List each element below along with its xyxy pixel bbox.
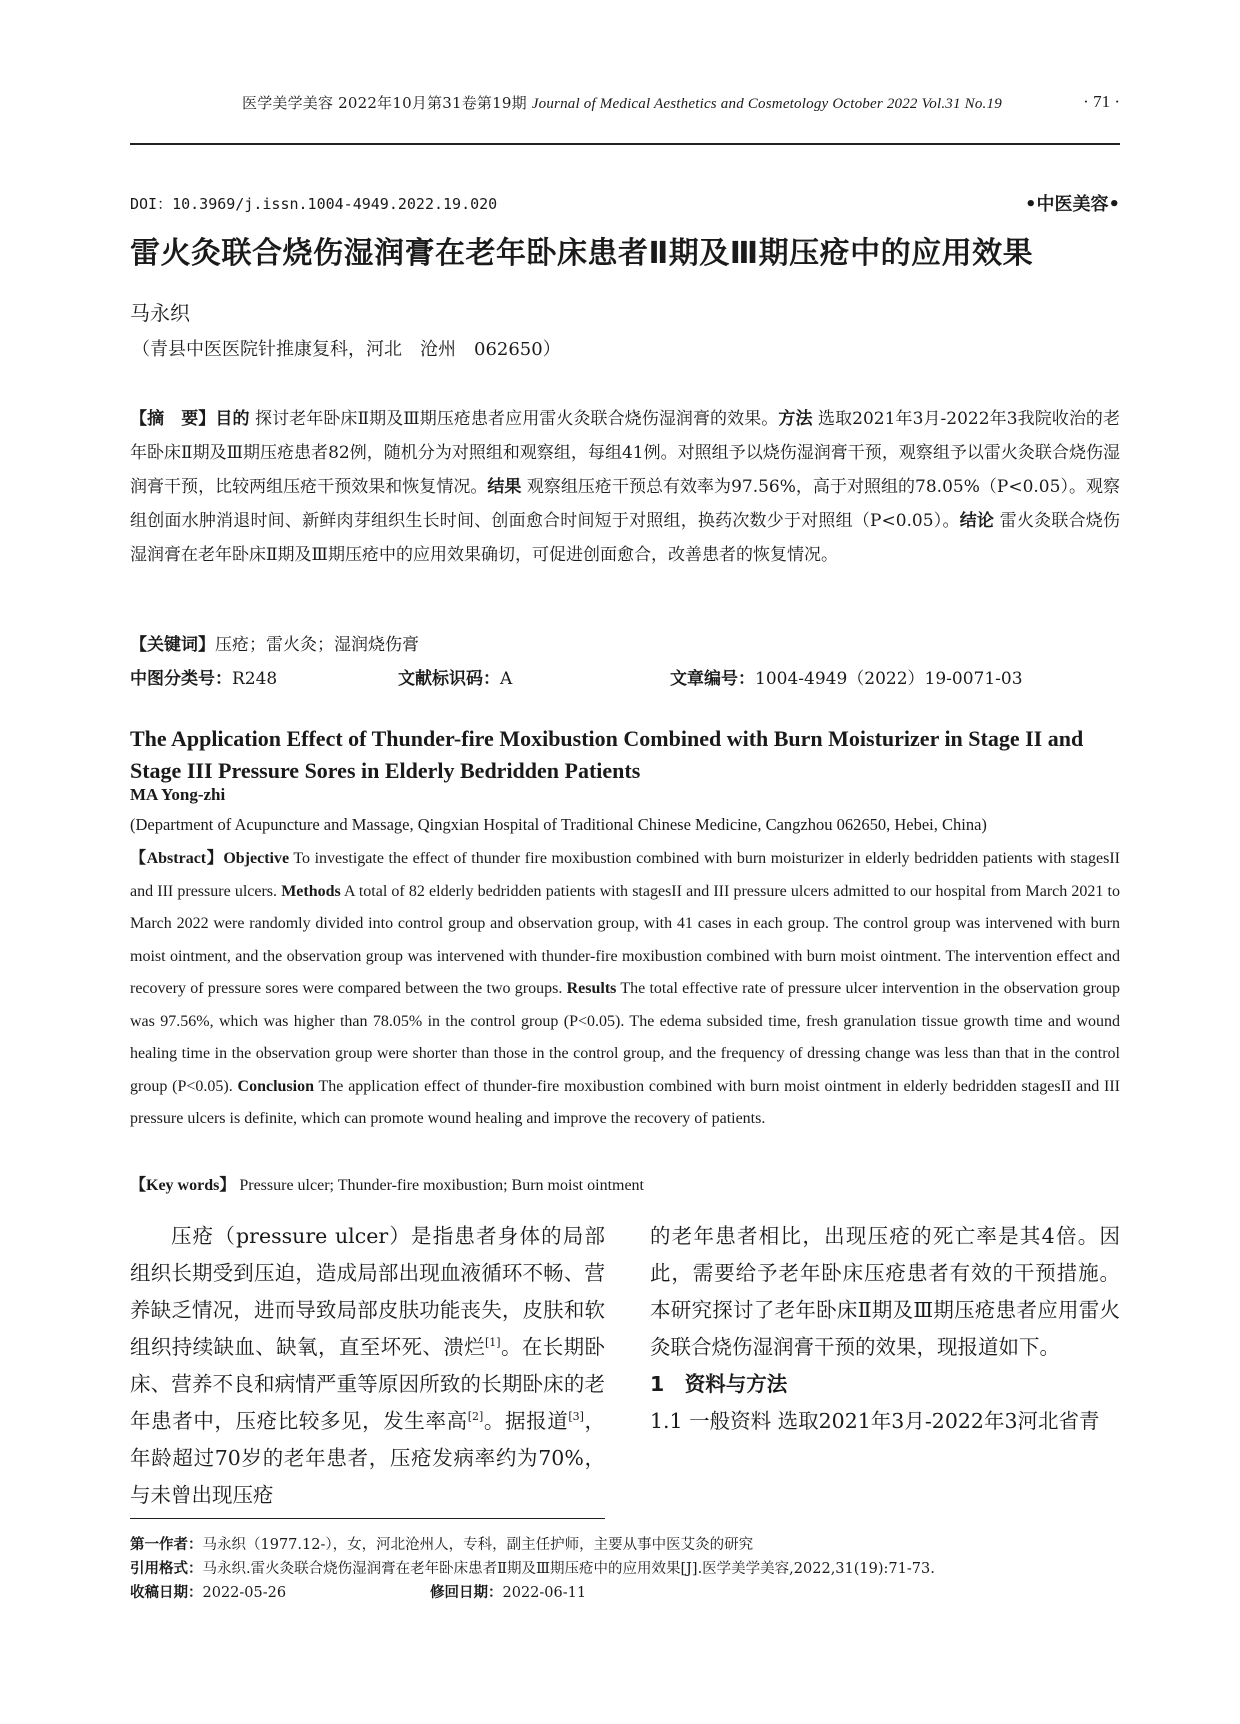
subsection-text: 1.1 一般资料 选取2021年3月-2022年3河北省青 (650, 1409, 1100, 1433)
body-column-right (650, 1218, 1120, 1440)
keywords-text-cn: 压疮；雷火灸；湿润烧伤膏 (215, 635, 419, 655)
keywords-text-en: Pressure ulcer; Thunder-fire moxibustion; Burn moist ointment (235, 1177, 644, 1194)
body-text: 。据报道 (483, 1409, 569, 1433)
objective-label-cn: 目的 (215, 409, 250, 429)
article-number-label: 文章编号： (670, 669, 755, 689)
running-header (130, 92, 1120, 120)
article-title-cn: 雷火灸联合烧伤湿润膏在老年卧床患者Ⅱ期及Ⅲ期压疮中的应用效果 (130, 236, 1034, 271)
keywords-cn (130, 630, 419, 655)
footnote-dates (130, 1581, 1120, 1605)
conclusion-label-en: Conclusion (237, 1077, 314, 1095)
abstract-en (130, 843, 1120, 1136)
header-rule (130, 143, 1120, 145)
citation-ref: [2] (467, 1410, 484, 1423)
footnote-author-label: 第一作者： (130, 1537, 203, 1553)
methods-label-cn: 方法 (778, 409, 813, 429)
objective-label-en: Objective (223, 850, 290, 867)
revised-value: 2022-06-11 (502, 1585, 587, 1601)
page-number: · 71 · (1083, 92, 1120, 111)
conclusion-text-en: The application effect of thunder-fire moxibustion combined with burn moist ointment in elderly bedridden stagesII and III pressure ulcers is definite, which can promote wound healing and improve the recovery of patients. (130, 1077, 1120, 1127)
received-value: 2022-05-26 (202, 1585, 287, 1601)
clc-number (130, 664, 277, 689)
keywords-label-en: 【Key words】 (130, 1177, 236, 1194)
body-paragraph (130, 1218, 605, 1514)
journal-name-en: Journal of Medical Aesthetics and Cosmetology October 2022 Vol.31 No.19 (531, 96, 1002, 112)
classification-row (130, 664, 1120, 694)
body-text: 。在长期卧床、营养不良和病情严重等原因所致的长期卧床的老年患者中，压疮比较多见，发生率高 (130, 1335, 606, 1433)
citation-ref: [3] (568, 1410, 584, 1423)
doc-code-label: 文献标识码： (398, 669, 500, 689)
body-text: ，年龄超过70岁的老年患者，压疮发病率约为70%，与未曾出现压疮 (130, 1409, 606, 1507)
methods-text-en: A total of 82 elderly bedridden patients with stagesII and III pressure ulcers admitted to our hospital from March 2021 to March 2022 were randomly divided into control group and observation group, with 41 cases in each group. The control group was intervened with burn moist ointment, and the observation group was intervened with thunder-fire moxibustion combined with burn moist ointment. The intervention effect and recovery of pressure sores were compared between the two groups. (130, 882, 1121, 997)
footnotes (130, 1533, 1120, 1605)
clc-label: 中图分类号： (130, 669, 232, 689)
doi: DOI：10.3969/j.issn.1004-4949.2022.19.020 (130, 195, 498, 213)
objective-text-en: To investigate the effect of thunder fire moxibustion combined with burn moisturizer in elderly bedridden patients with stagesII and III pressure ulcers. (130, 850, 1120, 900)
footnote-citation-text: 马永织.雷火灸联合烧伤湿润膏在老年卧床患者Ⅱ期及Ⅲ期压疮中的应用效果[J].医学美学美容,2022,31(19):71-73. (202, 1561, 935, 1577)
revised-date (430, 1581, 586, 1605)
body-text: 压疮（pressure ulcer）是指患者身体的局部组织长期受到压迫，造成局部出现血液循环不畅、营养缺乏情况，进而导致局部皮肤功能丧失，皮肤和软组织持续缺血、缺氧，直至坏死、溃烂 (130, 1224, 605, 1359)
affiliation-en: (Department of Acupuncture and Massage, Qingxian Hospital of Traditional Chinese Medicine, Cangzhou 062650, Hebei, China) (130, 815, 987, 834)
document-code (398, 664, 512, 689)
author-cn: 马永织 (130, 301, 190, 325)
results-text-en: The total effective rate of pressure ulcer intervention in the observation group was 97.56%, which was higher than 78.05% in the control group (P<0.05). The edema subsided time, fresh granulation tissue growth time and wound healing time in the observation group were shorter than those in the control group, and the frequency of dressing change was less than that in the control group (P<0.05). (130, 980, 1121, 1095)
conclusion-label-cn: 结论 (959, 511, 995, 531)
received-date (130, 1585, 286, 1601)
received-label: 收稿日期： (130, 1585, 203, 1601)
article-number (670, 664, 1023, 689)
abstract-label-cn: 【摘 要】 (130, 409, 216, 429)
body-column-left (130, 1218, 605, 1514)
footnote-rule (130, 1518, 605, 1519)
footnote-author-text: 马永织（1977.12-），女，河北沧州人，专科，副主任护师，主要从事中医艾灸的研究 (202, 1537, 754, 1553)
article-number-value: 1004-4949（2022）19-0071-03 (755, 669, 1023, 689)
keywords-label-cn: 【关键词】 (130, 635, 215, 655)
doc-code-value: A (500, 669, 513, 689)
article-title-en: The Application Effect of Thunder-fire Moxibustion Combined with Burn Moisturizer in Stage II and Stage III Pressure Sores in Elderly Bedridden Patients (130, 726, 1084, 783)
citation-ref: [1] (485, 1336, 501, 1349)
conclusion-text-cn: 雷火灸联合烧伤湿润膏在老年卧床Ⅱ期及Ⅲ期压疮中的应用效果确切，可促进创面愈合，改善患者的恢复情况。 (130, 511, 1120, 565)
abstract-cn (130, 402, 1120, 572)
keywords-en (130, 1172, 644, 1195)
column-tag: •中医美容• (1024, 194, 1120, 215)
methods-label-en: Methods (281, 882, 341, 900)
abstract-label-en: 【Abstract】 (130, 850, 224, 867)
footnote-citation (130, 1557, 1120, 1581)
author-en: MA Yong-zhi (130, 785, 226, 804)
footnote-author (130, 1533, 1120, 1557)
results-label-en: Results (566, 980, 617, 997)
methods-text-cn: 选取2021年3月-2022年3我院收治的老年卧床Ⅱ期及Ⅲ期压疮患者82例，随机分为对照组和观察组，每组41例。对照组予以烧伤湿润膏干预，观察组予以雷火灸联合烧伤湿润膏干预，比较两组压疮干预效果和恢复情况。 (130, 409, 1120, 497)
body-paragraph: 的老年患者相比，出现压疮的死亡率是其4倍。因此，需要给予老年卧床压疮患者有效的干预措施。本研究探讨了老年卧床Ⅱ期及Ⅲ期压疮患者应用雷火灸联合烧伤湿润膏干预的效果，现报道如下。 (650, 1224, 1120, 1359)
section-heading: 1 资料与方法 (650, 1372, 788, 1396)
revised-label: 修回日期： (430, 1585, 503, 1601)
results-text-cn: 观察组压疮干预总有效率为97.56%，高于对照组的78.05%（P<0.05）。观察组创面水肿消退时间、新鲜肉芽组织生长时间、创面愈合时间短于对照组，换药次数少于对照组（P<0.05）。 (130, 477, 1121, 531)
footnote-citation-label: 引用格式： (130, 1561, 203, 1577)
affiliation-cn: （青县中医医院针推康复科，河北 沧州 062650） (132, 339, 561, 360)
journal-info (242, 92, 1002, 113)
clc-value: R248 (232, 669, 278, 689)
journal-name-cn: 医学美学美容 2022年10月第31卷第19期 (242, 94, 527, 112)
objective-text-cn: 探讨老年卧床Ⅱ期及Ⅲ期压疮患者应用雷火灸联合烧伤湿润膏的效果。 (249, 409, 779, 429)
results-label-cn: 结果 (487, 477, 522, 497)
